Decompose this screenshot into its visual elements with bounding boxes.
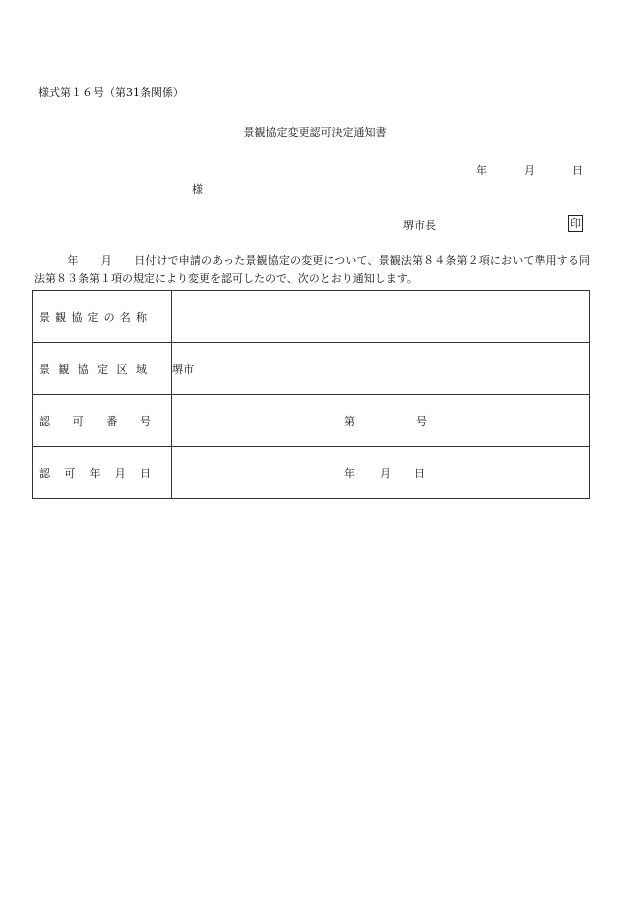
row-label-approval-date [33,447,172,499]
issuer-title: 堺市長 [403,219,436,232]
label-char: 可 [72,414,84,428]
row-value-approval-number [172,395,590,447]
approval-date-month: 月 [380,466,391,480]
table-row-approval-date [33,447,590,499]
date-month-label: 月 [524,164,535,177]
label-char: 認 [39,466,50,480]
label-char: 景 [39,310,50,324]
label-char: 定 [87,310,99,324]
label-char: 月 [114,466,126,480]
addressee-suffix: 様 [192,183,203,196]
approval-date-day: 日 [414,466,425,480]
label-char: 年 [89,466,101,480]
seal-mark: 印 [570,217,581,230]
document-title: 景観協定変更認可決定通知書 [243,126,387,139]
row-label-agreement-area [33,343,172,395]
label-char: 観 [55,310,67,324]
approval-number-prefix: 第 [344,414,355,428]
label-char: 域 [135,362,147,376]
label-char: 番 [106,414,118,428]
row-value-approval-date [172,447,590,499]
label-char: 景 [39,362,50,376]
label-char: 可 [64,466,76,480]
date-year-label: 年 [476,164,487,177]
label-char: 協 [77,362,89,376]
row-value-agreement-name [172,291,590,343]
row-label-approval-number [33,395,172,447]
table-row-approval-number [33,395,590,447]
label-char: 号 [139,414,151,428]
table-row-agreement-name [33,291,590,343]
label-char: 定 [97,362,109,376]
date-day-label: 日 [572,164,583,177]
approval-date-year: 年 [344,466,355,480]
label-char: 認 [39,414,50,428]
row-value-agreement-area: 堺市 [172,343,590,395]
label-char: の [103,310,115,324]
label-char: 協 [71,310,83,324]
approval-number-suffix: 号 [416,414,427,428]
label-char: 観 [58,362,70,376]
label-char: 称 [135,310,147,324]
label-char: 区 [116,362,128,376]
table-row-agreement-area [33,343,590,395]
notice-body-text: 年 月 日付けで申請のあった景観協定の変更について、景観法第８４条第２項において準用する同法第８３条第１項の規定により変更を認可したので、次のとおり通知します。 [34,254,590,285]
form-number: 様式第１６号（第31条関係） [38,86,184,99]
label-char: 日 [140,466,151,480]
row-label-agreement-name [33,291,172,343]
label-char: 名 [119,310,131,324]
details-table [32,290,590,499]
